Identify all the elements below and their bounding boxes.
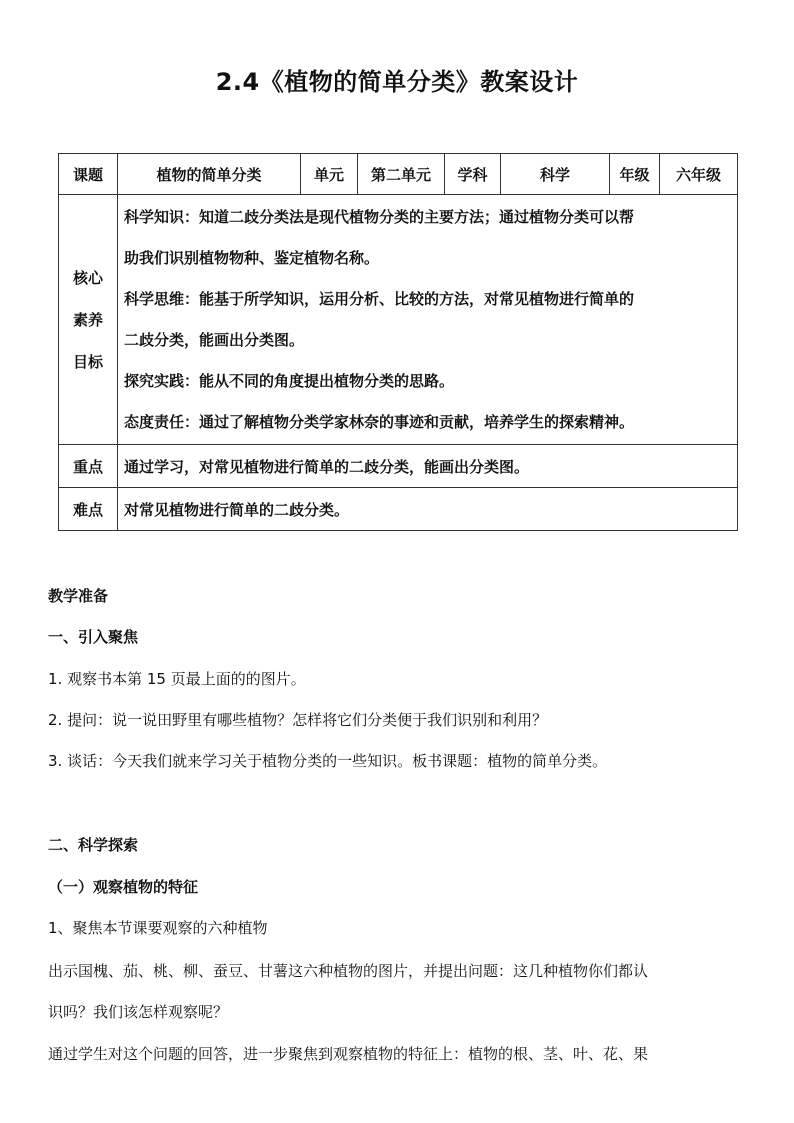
core-goal-line: 二歧分类，能画出分类图。 (124, 330, 305, 349)
core-goal-line: 科学知识：知道二歧分类法是现代植物分类的主要方法；通过植物分类可以帮 (124, 207, 635, 226)
section-1-heading: 一、引入聚焦 (48, 628, 139, 646)
core-goal-line: 科学思维：能基于所学知识，运用分析、比较的方法，对常见植物进行简单的 (124, 289, 635, 308)
page-title: 2.4《植物的简单分类》教案设计 (215, 68, 579, 96)
unit-label: 单元 (301, 154, 358, 195)
core-goal-line: 探究实践：能从不同的角度提出植物分类的思路。 (124, 371, 455, 390)
list-item: 3. 谈话：今天我们就来学习关于植物分类的一些知识。板书课题：植物的简单分类。 (48, 752, 608, 770)
paragraph: 出示国槐、茄、桃、柳、蚕豆、甘薯这六种植物的图片，并提出问题：这几种植物你们都认 (48, 962, 649, 980)
difficulty-label: 难点 (59, 488, 118, 531)
unit-value: 第二单元 (358, 154, 445, 195)
grade-value: 六年级 (660, 154, 738, 195)
table-row-core-goals (59, 195, 738, 445)
core-goals-label: 核心 素养 目标 (59, 195, 118, 445)
list-item: 1. 观察书本第 15 页最上面的的图片。 (48, 670, 306, 688)
subject-value: 科学 (501, 154, 610, 195)
prep-heading: 教学准备 (48, 587, 109, 605)
topic-label: 课题 (59, 154, 118, 195)
key-point-label: 重点 (59, 445, 118, 488)
core-goal-line: 助我们识别植物物种、鉴定植物名称。 (124, 248, 380, 267)
list-item: 2. 提问：说一说田野里有哪些植物？怎样将它们分类便于我们识别和利用？ (48, 711, 548, 729)
section-2-heading: 二、科学探索 (48, 836, 139, 854)
table-row-key-point (59, 445, 738, 488)
core-goals-content (118, 195, 738, 445)
topic-value: 植物的简单分类 (118, 154, 301, 195)
table-row-difficulty (59, 488, 738, 531)
core-goal-line: 态度责任：通过了解植物分类学家林奈的事迹和贡献，培养学生的探索精神。 (124, 412, 635, 431)
paragraph: 1、聚焦本节课要观察的六种植物 (48, 919, 268, 937)
grade-label: 年级 (610, 154, 660, 195)
lesson-info-table (58, 153, 738, 531)
table-row-header (59, 154, 738, 195)
paragraph: 识吗？我们该怎样观察呢？ (48, 1003, 229, 1021)
subsection-heading: （一）观察植物的特征 (48, 878, 199, 896)
subject-label: 学科 (445, 154, 501, 195)
paragraph: 通过学生对这个问题的回答，进一步聚焦到观察植物的特征上：植物的根、茎、叶、花、果 (48, 1045, 649, 1063)
difficulty-text: 对常见植物进行简单的二歧分类。 (118, 488, 738, 531)
key-point-text: 通过学习，对常见植物进行简单的二歧分类，能画出分类图。 (118, 445, 738, 488)
